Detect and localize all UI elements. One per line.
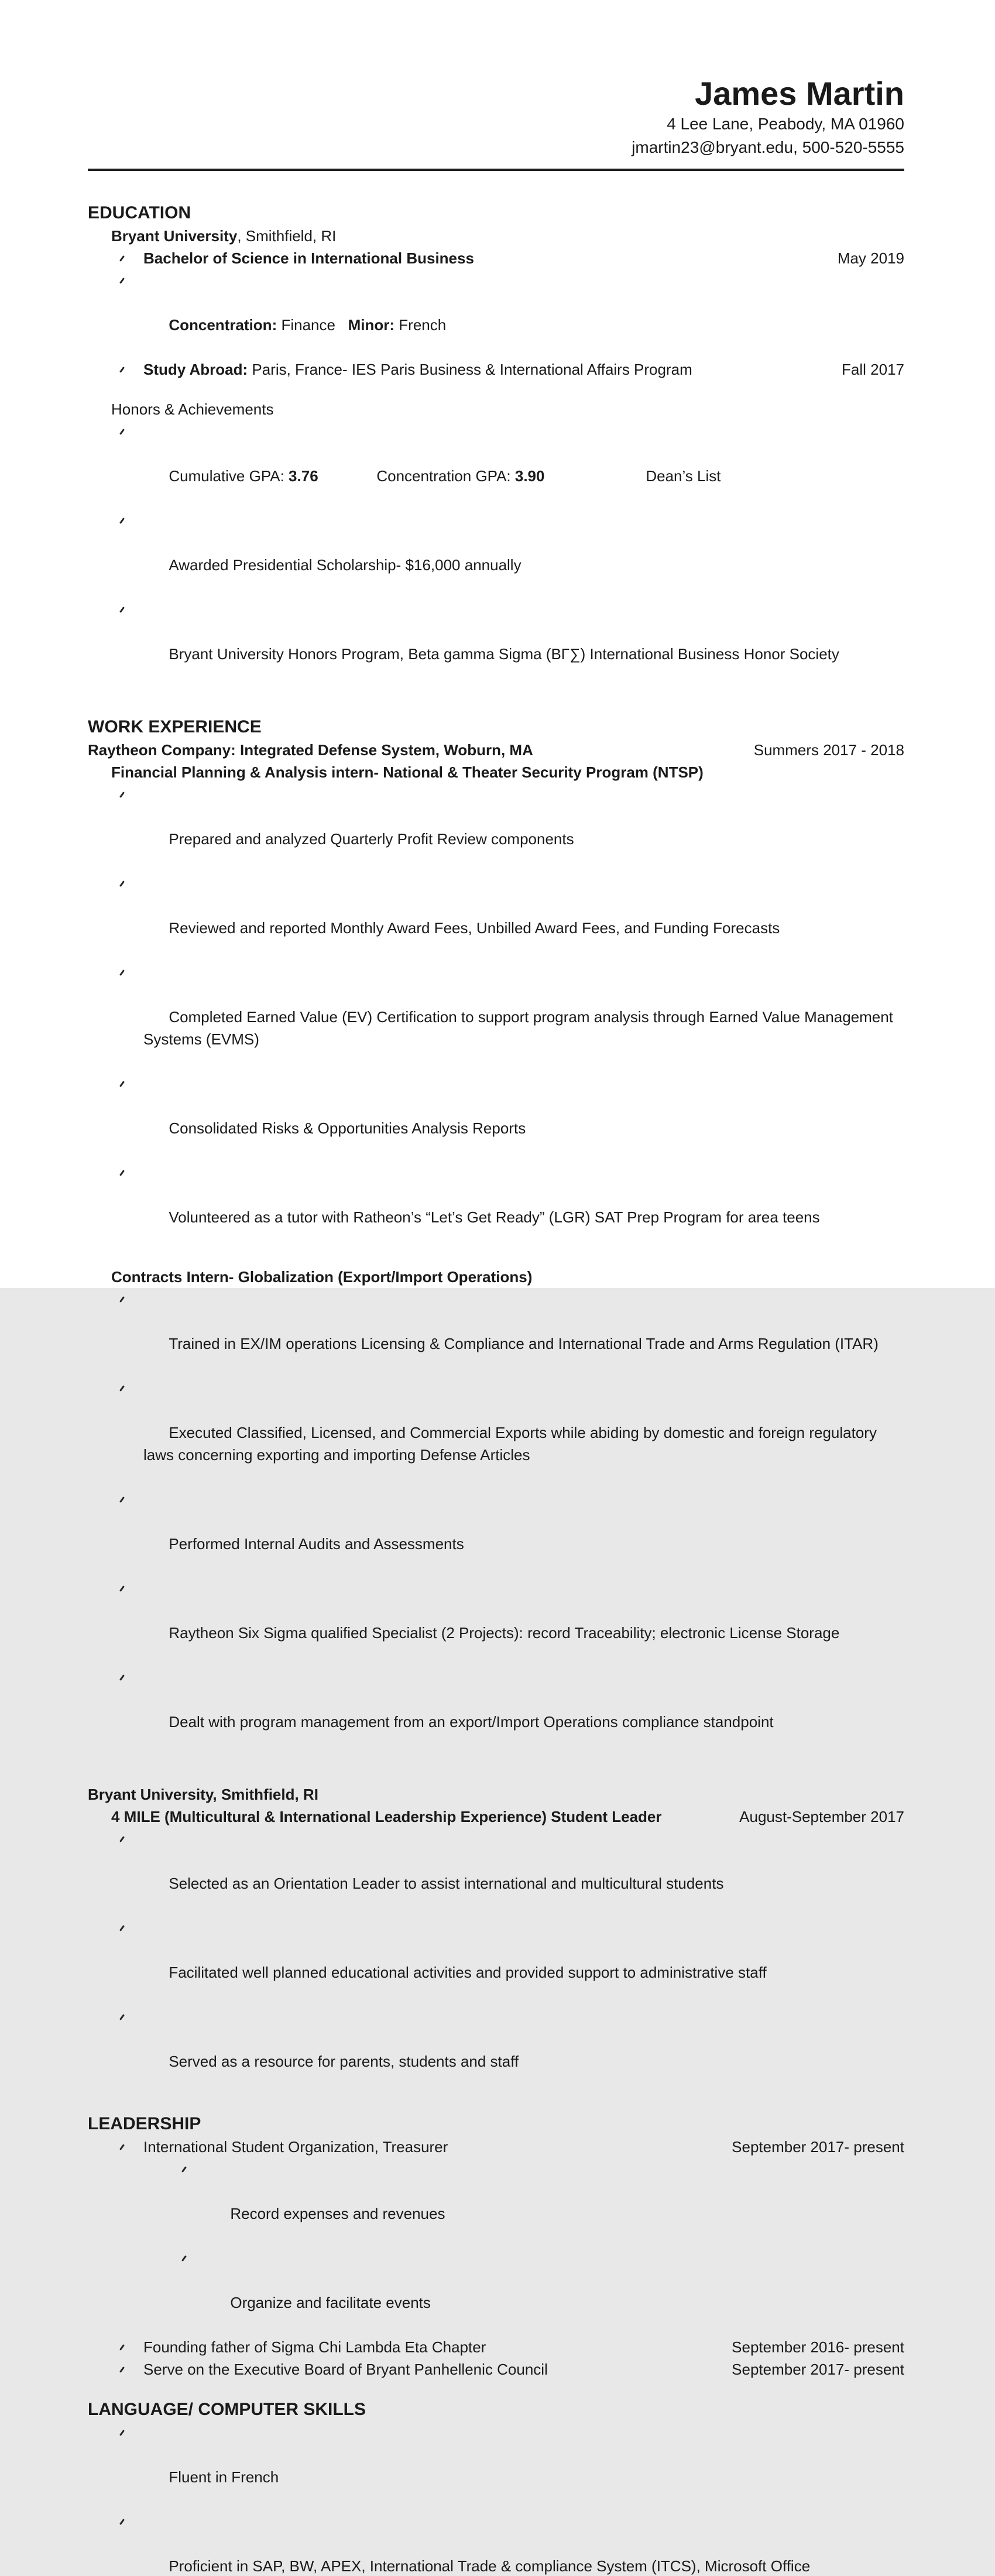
work-bullet: Dealt with program management from an export/Import Operations compliance standpoint <box>88 1666 904 1755</box>
bullet-tick-icon <box>119 607 125 613</box>
study-abroad-text: Study Abroad: Paris, France- IES Paris Business & International Affairs Program <box>143 361 692 378</box>
bullet-tick-icon <box>119 255 125 262</box>
bullet-tick-icon <box>119 792 125 798</box>
leadership-subitem: Record expenses and revenues <box>88 2158 904 2247</box>
leadership-date: September 2017- present <box>732 2138 904 2156</box>
employer-dates: Summers 2017 - 2018 <box>753 741 904 759</box>
bullet-tick-icon <box>119 970 125 976</box>
skills-title: LANGUAGE/ COMPUTER SKILLS <box>88 2400 366 2419</box>
bullet-tick-icon <box>119 1296 125 1303</box>
leadership-item: International Student Organization, Treasurer September 2017- present <box>88 2136 904 2158</box>
honors-subtitle: Honors & Achievements <box>111 400 274 418</box>
leadership-date: September 2017- present <box>732 2361 904 2378</box>
section-work-experience <box>88 715 904 2095</box>
degree-text: Bachelor of Science in International Business <box>143 249 474 267</box>
gpa-line <box>88 420 904 509</box>
work-bullet: Raytheon Six Sigma qualified Specialist (2 Projects): record Traceability; electronic License Storage <box>88 1577 904 1666</box>
header <box>88 75 904 159</box>
concentration-gpa: Concentration GPA: 3.90 <box>376 467 545 485</box>
bullet-tick-icon <box>119 2366 125 2373</box>
bullet-tick-icon <box>119 1674 125 1681</box>
leadership-date: September 2016- present <box>732 2338 904 2356</box>
bullet-tick-icon <box>181 2255 187 2262</box>
address-line: 4 Lee Lane, Peabody, MA 01960 <box>667 115 904 133</box>
leadership-item: Founding father of Sigma Chi Lambda Eta Chapter September 2016- present <box>88 2336 904 2358</box>
work-bullet: Completed Earned Value (EV) Certification to support program analysis through Earned Value Management Systems (EVMS) <box>88 961 904 1073</box>
bullet-tick-icon <box>119 881 125 887</box>
bullet-tick-icon <box>119 518 125 524</box>
bullet-tick-icon <box>119 2344 125 2351</box>
bullet-tick-icon <box>119 1836 125 1842</box>
bullet-tick-icon <box>119 278 125 284</box>
bullet-tick-icon <box>119 1496 125 1503</box>
work-bullet: Selected as an Orientation Leader to assist international and multicultural students <box>88 1828 904 1917</box>
concentration-text: Concentration: Finance Minor: French <box>169 316 447 334</box>
bullet-tick-icon <box>119 1081 125 1087</box>
section-education <box>88 201 904 687</box>
contact-line: jmartin23@bryant.edu, 500-520-5555 <box>632 138 904 156</box>
bullet-tick-icon <box>119 2430 125 2436</box>
work-bullet: Facilitated well planned educational activities and provided support to administrative staff <box>88 1917 904 2006</box>
person-name: James Martin <box>695 75 904 112</box>
study-abroad-line <box>88 358 904 381</box>
bullet-tick-icon <box>119 429 125 435</box>
leadership-title: LEADERSHIP <box>88 2114 201 2133</box>
skills-bullet: Fluent in French <box>88 2421 904 2510</box>
work-bullet: Executed Classified, Licensed, and Commercial Exports while abiding by domestic and foreign regulatory laws concerning exporting and importing Defense Articles <box>88 1377 904 1488</box>
work-bullet: Trained in EX/IM operations Licensing & Compliance and International Trade and Arms Regulation (ITAR) <box>88 1288 904 1377</box>
honors-bullet: Awarded Presidential Scholarship- $16,000 annually <box>88 509 904 598</box>
degree-line <box>88 247 904 269</box>
header-divider <box>88 169 904 171</box>
study-abroad-date: Fall 2017 <box>842 361 904 378</box>
bullet-tick-icon <box>119 2014 125 2020</box>
bullet-tick-icon <box>119 1170 125 1176</box>
honors-bullet: Bryant University Honors Program, Beta gamma Sigma (ΒΓ∑) International Business Honor Society <box>88 598 904 687</box>
bullet-tick-icon <box>119 366 125 373</box>
bullet-tick-icon <box>119 2144 125 2150</box>
section-leadership <box>88 2112 904 2380</box>
bullet-tick-icon <box>119 2519 125 2525</box>
skills-bullet: Proficient in SAP, BW, APEX, International Trade & compliance System (ITCS), Microsoft Office <box>88 2510 904 2576</box>
concentration-line <box>88 269 904 358</box>
role-dates: August-September 2017 <box>739 1808 904 1825</box>
work-bullet: Performed Internal Audits and Assessments <box>88 1488 904 1577</box>
school-line: Bryant University, Smithfield, RI <box>111 227 337 245</box>
bullet-tick-icon <box>119 1385 125 1392</box>
work-bullet: Volunteered as a tutor with Ratheon’s “Let’s Get Ready” (LGR) SAT Prep Program for area teens <box>88 1162 904 1251</box>
cumulative-gpa: Cumulative GPA: 3.76 <box>169 467 318 485</box>
leadership-subitem: Organize and facilitate events <box>88 2247 904 2336</box>
role-title: Financial Planning & Analysis intern- National & Theater Security Program (NTSP) <box>111 763 704 781</box>
role-title-line <box>88 1806 904 1828</box>
work-bullet: Consolidated Risks & Opportunities Analysis Reports <box>88 1073 904 1162</box>
deans-list: Dean’s List <box>646 467 721 485</box>
bullet-tick-icon <box>119 1585 125 1592</box>
leadership-item: Serve on the Executive Board of Bryant Panhellenic Council September 2017- present <box>88 2358 904 2380</box>
employer-line <box>88 739 904 761</box>
role-title: Contracts Intern- Globalization (Export/Import Operations) <box>111 1268 533 1286</box>
work-bullet: Reviewed and reported Monthly Award Fees, Unbilled Award Fees, and Funding Forecasts <box>88 872 904 961</box>
degree-date: May 2019 <box>837 249 904 267</box>
work-bullet: Served as a resource for parents, students and staff <box>88 2006 904 2095</box>
bullet-tick-icon <box>119 1925 125 1931</box>
work-bullet: Prepared and analyzed Quarterly Profit Review components <box>88 783 904 872</box>
work-title: WORK EXPERIENCE <box>88 717 262 737</box>
employer-name: Raytheon Company: Integrated Defense System, Woburn, MA <box>88 741 533 759</box>
bullet-tick-icon <box>181 2166 187 2173</box>
education-title: EDUCATION <box>88 203 191 222</box>
section-skills <box>88 2398 904 2576</box>
employer-name: Bryant University, Smithfield, RI <box>88 1786 318 1803</box>
role-title: 4 MILE (Multicultural & International Leadership Experience) Student Leader <box>111 1808 662 1825</box>
